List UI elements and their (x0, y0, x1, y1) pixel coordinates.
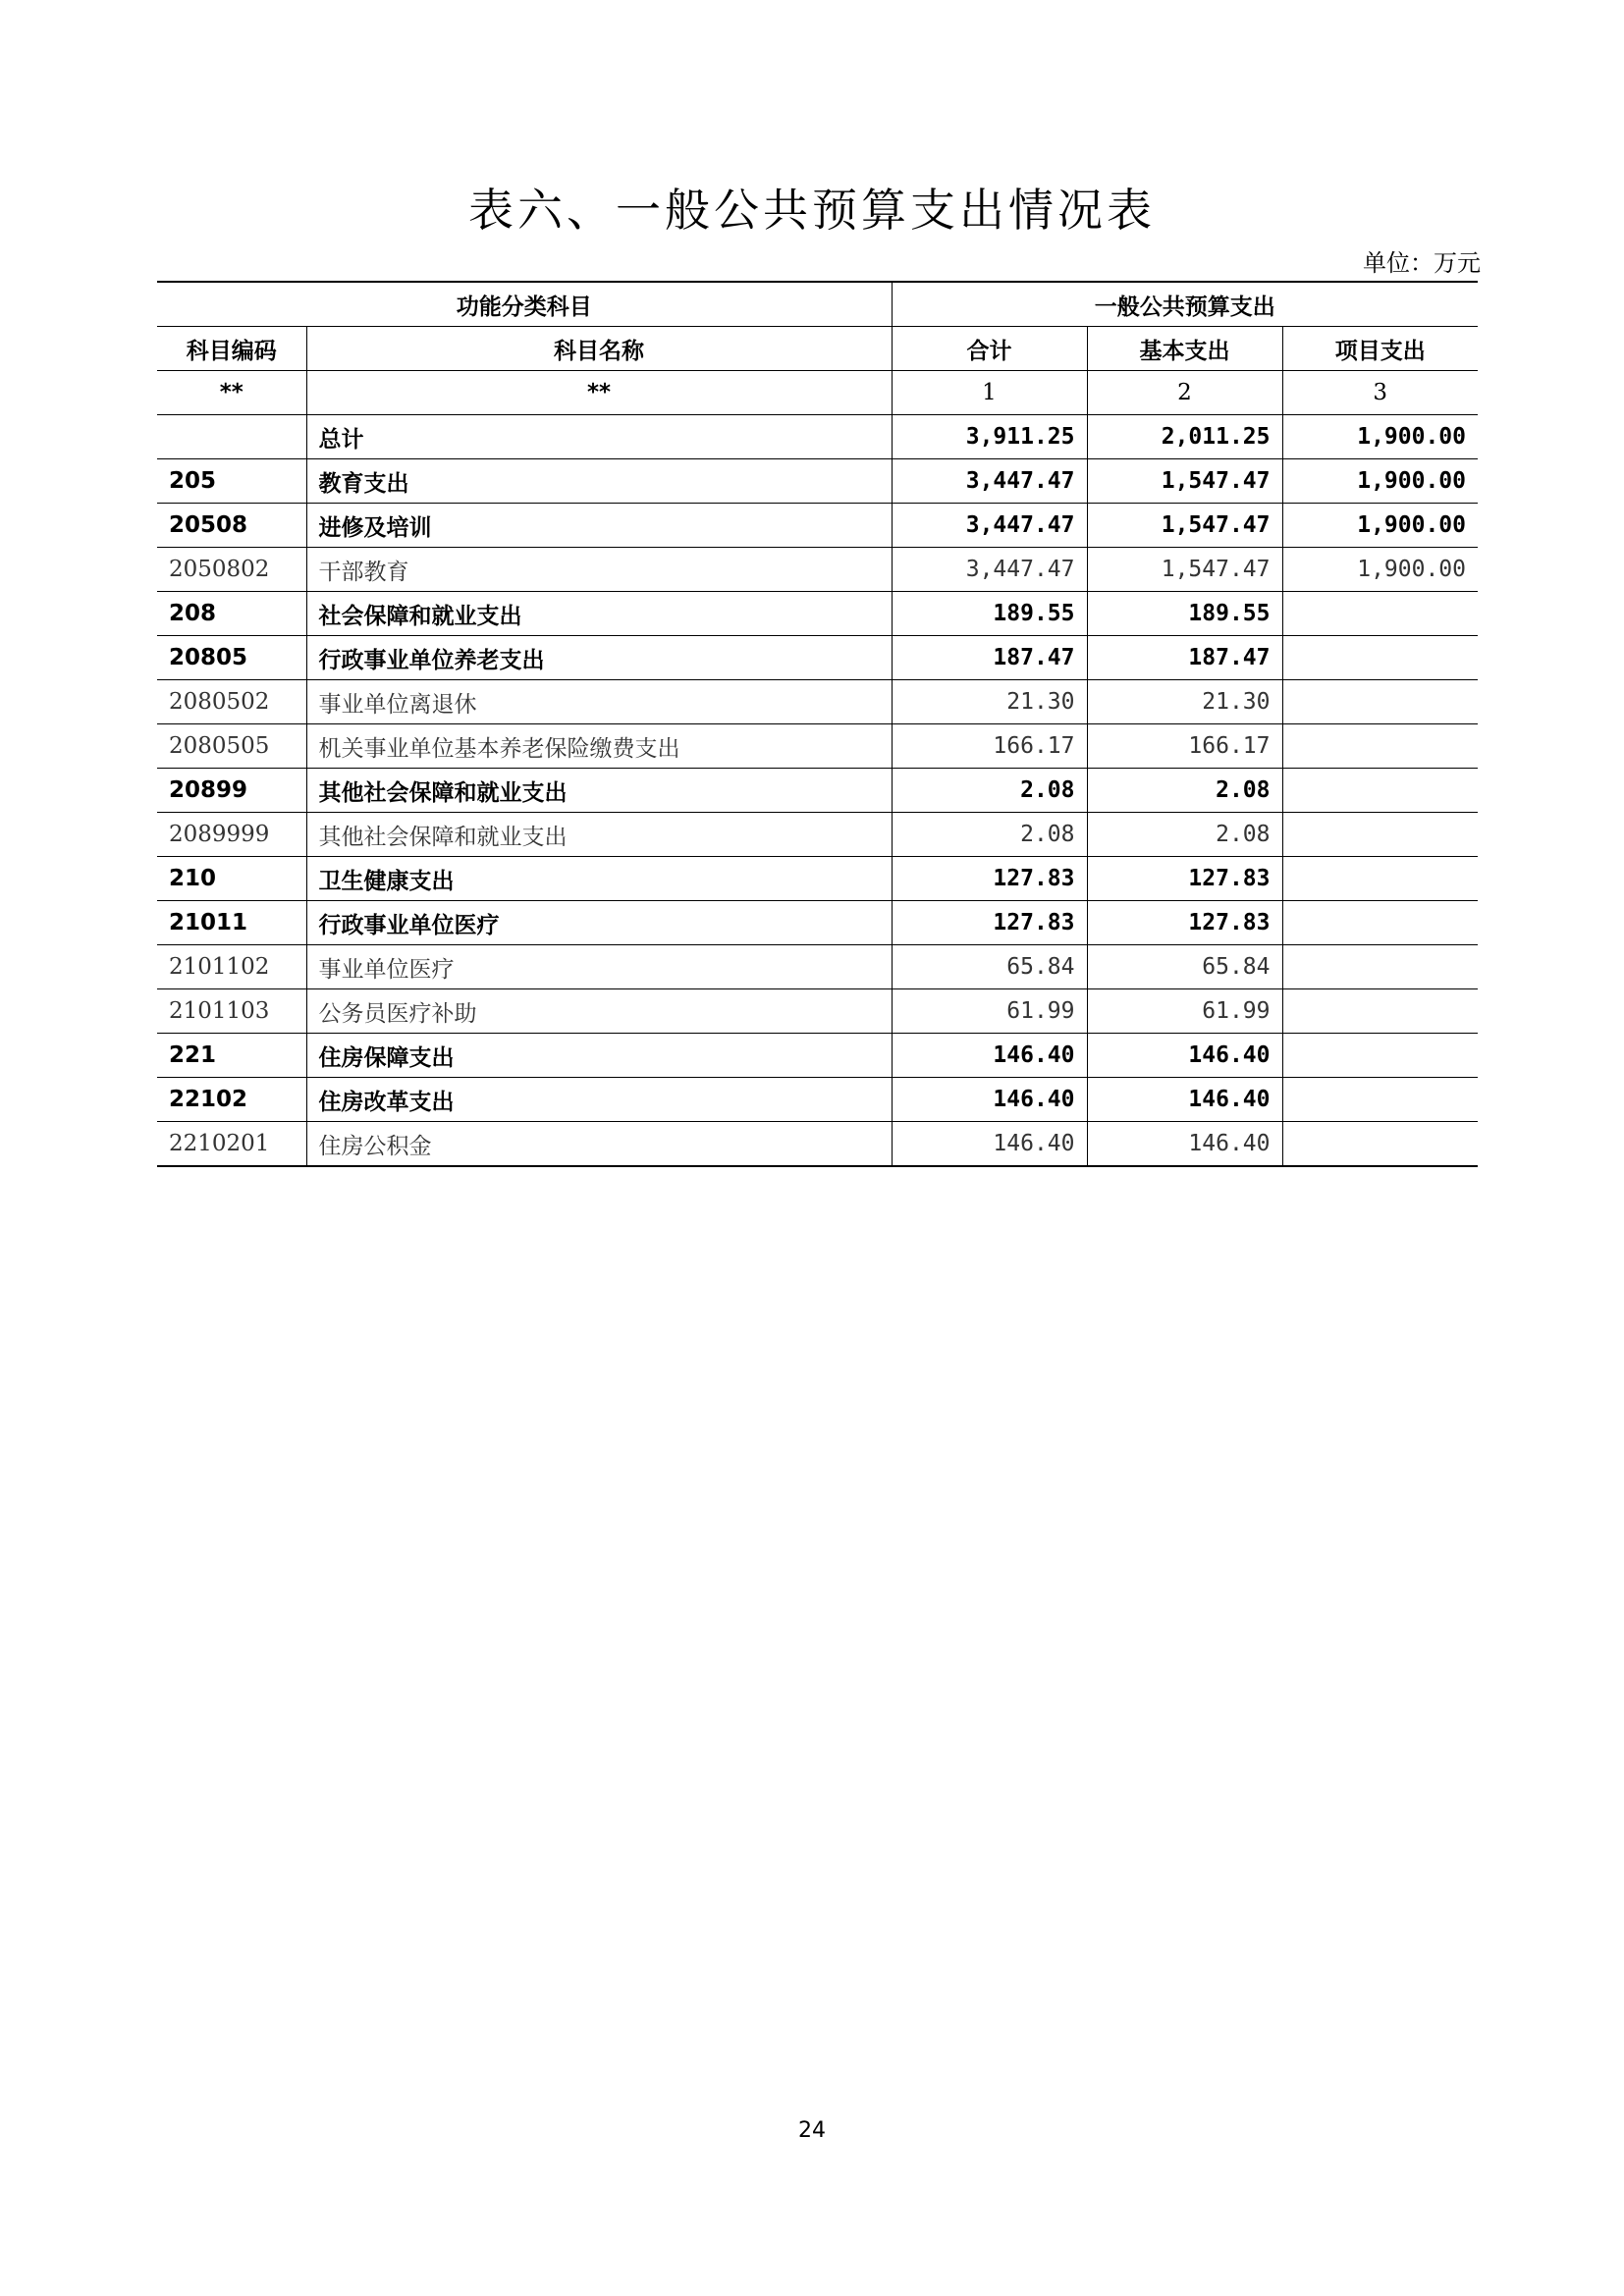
row-project (1282, 592, 1478, 636)
table-row (157, 1122, 1478, 1167)
row-total: 21.30 (892, 680, 1087, 724)
row-basic: 127.83 (1087, 901, 1282, 945)
budget-table (157, 281, 1478, 1167)
header-subject-code: 科目编码 (157, 327, 306, 371)
row-name: 公务员医疗补助 (306, 989, 892, 1034)
row-name: 其他社会保障和就业支出 (306, 769, 892, 813)
table-row (157, 769, 1478, 813)
row-code: 20508 (157, 504, 306, 548)
row-project (1282, 901, 1478, 945)
row-project (1282, 680, 1478, 724)
row-project: 1,900.00 (1282, 504, 1478, 548)
row-basic: 1,547.47 (1087, 548, 1282, 592)
row-project (1282, 636, 1478, 680)
row-name: 机关事业单位基本养老保险缴费支出 (306, 724, 892, 769)
row-basic: 189.55 (1087, 592, 1282, 636)
row-project (1282, 724, 1478, 769)
row-total: 3,447.47 (892, 548, 1087, 592)
table-row (157, 945, 1478, 989)
row-basic: 166.17 (1087, 724, 1282, 769)
row-name: 住房公积金 (306, 1122, 892, 1167)
table-row (157, 459, 1478, 504)
row-code: 2101103 (157, 989, 306, 1034)
table-row (157, 724, 1478, 769)
row-basic: 2.08 (1087, 769, 1282, 813)
row-name: 行政事业单位医疗 (306, 901, 892, 945)
row-project: 1,900.00 (1282, 415, 1478, 459)
index-basic: 2 (1087, 371, 1282, 415)
row-code: 2080502 (157, 680, 306, 724)
row-code: 2210201 (157, 1122, 306, 1167)
row-code: 20899 (157, 769, 306, 813)
row-basic: 65.84 (1087, 945, 1282, 989)
row-total: 65.84 (892, 945, 1087, 989)
row-project (1282, 1078, 1478, 1122)
row-code: 2080505 (157, 724, 306, 769)
table-row (157, 813, 1478, 857)
row-project: 1,900.00 (1282, 459, 1478, 504)
row-total: 3,911.25 (892, 415, 1087, 459)
table-row (157, 1034, 1478, 1078)
table-row (157, 504, 1478, 548)
row-basic: 61.99 (1087, 989, 1282, 1034)
page-title: 表六、一般公共预算支出情况表 (468, 184, 1156, 237)
row-total: 127.83 (892, 857, 1087, 901)
index-code: ** (157, 371, 306, 415)
row-total: 2.08 (892, 769, 1087, 813)
index-name: ** (306, 371, 892, 415)
header-functional-classification: 功能分类科目 (157, 282, 892, 327)
row-code: 21011 (157, 901, 306, 945)
row-basic: 146.40 (1087, 1122, 1282, 1167)
header-column-row (157, 327, 1478, 371)
row-basic: 2,011.25 (1087, 415, 1282, 459)
row-name: 卫生健康支出 (306, 857, 892, 901)
row-code: 2050802 (157, 548, 306, 592)
row-code: 2101102 (157, 945, 306, 989)
table-row (157, 901, 1478, 945)
table-row (157, 636, 1478, 680)
row-code: 205 (157, 459, 306, 504)
row-code: 208 (157, 592, 306, 636)
row-name: 教育支出 (306, 459, 892, 504)
row-project (1282, 989, 1478, 1034)
row-total: 189.55 (892, 592, 1087, 636)
row-name: 住房保障支出 (306, 1034, 892, 1078)
row-basic: 1,547.47 (1087, 504, 1282, 548)
row-total: 166.17 (892, 724, 1087, 769)
row-basic: 127.83 (1087, 857, 1282, 901)
row-total: 187.47 (892, 636, 1087, 680)
row-total: 127.83 (892, 901, 1087, 945)
header-basic-expenditure: 基本支出 (1087, 327, 1282, 371)
row-total: 146.40 (892, 1078, 1087, 1122)
header-index-row (157, 371, 1478, 415)
row-project (1282, 813, 1478, 857)
row-name: 其他社会保障和就业支出 (306, 813, 892, 857)
row-project (1282, 857, 1478, 901)
row-basic: 21.30 (1087, 680, 1282, 724)
index-project: 3 (1282, 371, 1478, 415)
row-project (1282, 1034, 1478, 1078)
page-number: 24 (798, 2118, 826, 2143)
row-project (1282, 769, 1478, 813)
table-row (157, 680, 1478, 724)
unit-label: 单位：万元 (1363, 249, 1481, 277)
row-project (1282, 1122, 1478, 1167)
header-total: 合计 (892, 327, 1087, 371)
row-total: 3,447.47 (892, 504, 1087, 548)
row-basic: 146.40 (1087, 1034, 1282, 1078)
row-project (1282, 945, 1478, 989)
header-project-expenditure: 项目支出 (1282, 327, 1478, 371)
row-name: 住房改革支出 (306, 1078, 892, 1122)
table-row (157, 548, 1478, 592)
row-total: 3,447.47 (892, 459, 1087, 504)
row-basic: 2.08 (1087, 813, 1282, 857)
row-name: 行政事业单位养老支出 (306, 636, 892, 680)
row-total: 61.99 (892, 989, 1087, 1034)
row-code: 210 (157, 857, 306, 901)
row-code: 22102 (157, 1078, 306, 1122)
table-row (157, 1078, 1478, 1122)
row-name: 事业单位医疗 (306, 945, 892, 989)
header-general-budget-expenditure: 一般公共预算支出 (892, 282, 1478, 327)
table-row (157, 592, 1478, 636)
table-row (157, 415, 1478, 459)
row-basic: 187.47 (1087, 636, 1282, 680)
row-code: 20805 (157, 636, 306, 680)
row-name: 进修及培训 (306, 504, 892, 548)
row-code (157, 415, 306, 459)
index-total: 1 (892, 371, 1087, 415)
row-name: 总计 (306, 415, 892, 459)
row-code: 2089999 (157, 813, 306, 857)
row-name: 社会保障和就业支出 (306, 592, 892, 636)
table-body (157, 415, 1478, 1167)
row-name: 事业单位离退休 (306, 680, 892, 724)
header-group-row (157, 282, 1478, 327)
row-basic: 146.40 (1087, 1078, 1282, 1122)
row-project: 1,900.00 (1282, 548, 1478, 592)
row-total: 146.40 (892, 1034, 1087, 1078)
row-total: 146.40 (892, 1122, 1087, 1167)
table-row (157, 857, 1478, 901)
table-row (157, 989, 1478, 1034)
row-code: 221 (157, 1034, 306, 1078)
row-basic: 1,547.47 (1087, 459, 1282, 504)
row-name: 干部教育 (306, 548, 892, 592)
header-subject-name: 科目名称 (306, 327, 892, 371)
row-total: 2.08 (892, 813, 1087, 857)
